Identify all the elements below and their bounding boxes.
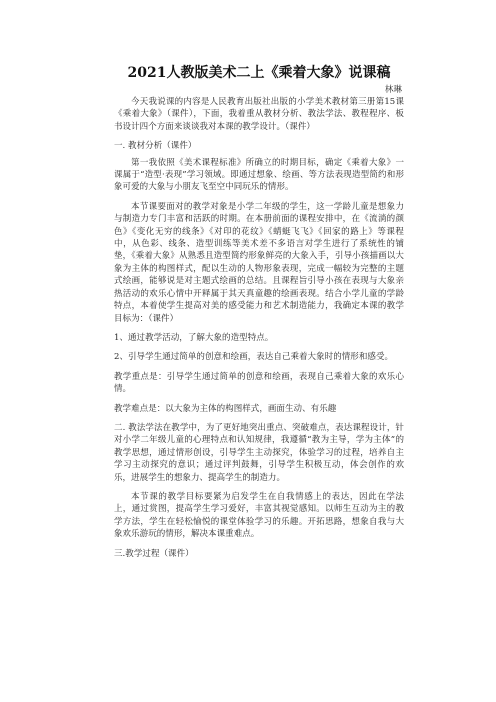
section-2-paragraph-2: 本节课的教学目标要紧为启发学生在自我情感上的表达，因此在学法上，通过赏图，提高学生学习爱好，丰富其视觉感知。以师生互动为主的教学方法，学生在轻松愉悦的课堂体验学习的乐趣。开拓思路，想象自我与大象欢乐游玩的情形，解决本课重难点。	[114, 491, 404, 540]
section-1-heading: 一. 教材分析（课件）	[114, 141, 197, 152]
intro-paragraph: 今天我说课的内容是人民教育出版社出版的小学美术教材第三册第15课《乘着大象》（课件），下面，我着重从教材分析、教法学法、教程程序、板书设计四个方面来谈谈我对本课的教学设计。（课件）	[114, 97, 404, 132]
section-2-paragraph-1: 二. 教法学法在教学中，为了更好地突出重点、突破难点，表达课程设计，针对小学二年级儿童的心理特点和认知规律，我遵循“教为主导，学为主体”的教学思想，通过情形创设，引导学生主动探究，体验学习的过程，培养自主学习主动探究的意识；通过评判鼓舞，引导学生积极互动，体会创作的欢乐，进展学生的想象力、提高学生的制造力。	[114, 422, 404, 483]
author-name: 林琳	[384, 85, 402, 95]
section-1-paragraph-1: 第一我依照《美术课程标准》所确立的时期目标，确定《乘着大象》一课属于“造型·表现”学习领域。即通过想象、绘画、等方法表现造型简约和形象可爱的大象与小朋友飞至空中同玩乐的情形。	[114, 157, 404, 193]
section-1-paragraph-2: 本节课要面对的教学对象是小学二年级的学生，这一学龄儿童是想象力与制造力专门丰富和活跃的时期。在本册前面的课程安排中，在《流淌的颜色》《变化无穷的线条》《对印的花纹》《蜻蜓飞飞》《回家的路上》等课程中，从色彩、线条、造型训练等美术差不多语言对学生进行了系统性的铺垫，《乘着大象》从熟悉且造型简约形象鲜亮的大象入手，引导小孩描画以大象为主体的构图样式，配以生动的人物形象表现，完成一幅较为完整的主题式绘画，能够说是对主题式绘画的总结。且课程旨引导小孩在表现与大象亲热活动的欢乐心情中开释属于其天真童趣的绘画表现。结合小学儿童的学龄特点，本着使学生提高对美的感受能力和艺术制造能力，我确定本课的教学目标为：（课件）	[114, 201, 404, 324]
teaching-difficulty: 教学难点是：以大象为主体的构图样式，画面生动、有乐趣	[114, 403, 337, 414]
document-title: 2021人教版美术二上《乘着大象》说课稿	[127, 65, 391, 81]
section-3-heading: 三.教学过程（课件）	[114, 548, 194, 559]
teaching-key-point: 教学重点是：引导学生通过简单的创意和绘画，表现自己乘着大象的欢乐心情。	[114, 371, 404, 395]
teaching-goal-1: 1、通过教学活动，了解大象的造型特点。	[114, 332, 274, 343]
teaching-goal-2: 2、引导学生通过简单的创意和绘画，表达自己乘着大象时的情形和感受。	[114, 352, 394, 363]
